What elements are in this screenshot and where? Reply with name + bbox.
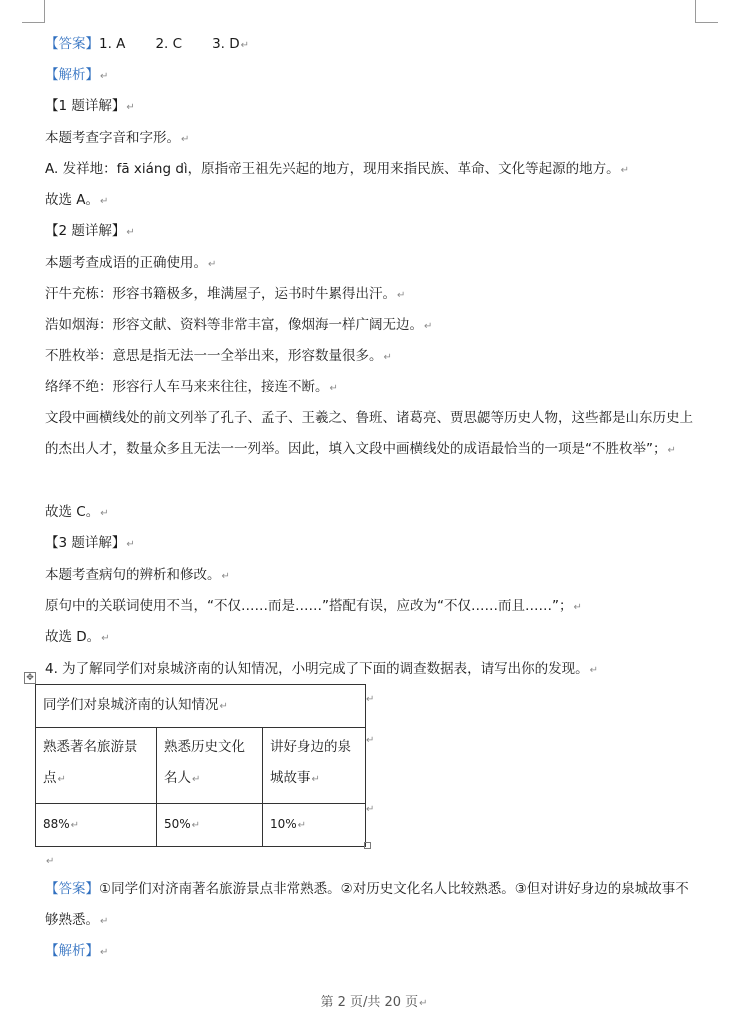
row-end-mark: ↵ [366, 804, 375, 815]
q1-intro: 本题考查字音和字形。↵ [45, 130, 190, 146]
q3-intro: 本题考查病句的辨析和修改。↵ [45, 567, 230, 583]
table-header-cell: 熟悉著名旅游景点↵ [36, 728, 157, 804]
answer-line: 【答案】1. A 2. C 3. D↵ [45, 36, 250, 52]
page-corner-mark [695, 0, 718, 23]
q4-question: 4. 为了解同学们对泉城济南的认知情况，小明完成了下面的调查数据表，请写出你的发现。↵ [45, 661, 599, 677]
q2-heading: 【2 题详解】↵ [45, 223, 135, 239]
q3-heading: 【3 题详解】↵ [45, 535, 135, 551]
q1-heading: 【1 题详解】↵ [45, 98, 135, 114]
page-corner-mark [22, 0, 45, 23]
row-end-mark: ↵ [366, 735, 375, 746]
table-resize-handle[interactable] [364, 842, 371, 849]
table-value-cell: 88%↵ [36, 804, 157, 847]
table-header-cell: 讲好身边的泉城故事↵ [263, 728, 366, 804]
analysis-tag: 【解析】↵ [45, 943, 109, 959]
q2-item: 浩如烟海：形容文献、资料等非常丰富，像烟海一样广阔无边。↵ [45, 317, 433, 333]
page-footer: 第 2 页/共 20 页↵ [320, 995, 428, 1010]
answer-text: 1. A 2. C 3. D [99, 36, 240, 52]
q2-item: 不胜枚举：意思是指无法一一全举出来，形容数量很多。↵ [45, 348, 392, 364]
empty-paragraph: ↵ [46, 856, 55, 867]
survey-table [35, 684, 366, 847]
q3-choice: 故选 D。↵ [45, 629, 110, 645]
q2-intro: 本题考查成语的正确使用。↵ [45, 255, 217, 271]
row-end-mark: ↵ [366, 694, 375, 705]
answer-tag: 【答案】 [45, 881, 99, 897]
table-header-cell: 熟悉历史文化名人↵ [157, 728, 263, 804]
q2-item: 汗牛充栋：形容书籍极多，堆满屋子，运书时牛累得出汗。↵ [45, 286, 406, 302]
q2-item: 络绎不绝：形容行人车马来来往往，接连不断。↵ [45, 379, 338, 395]
table-value-cell: 50%↵ [157, 804, 263, 847]
q2-choice: 故选 C。↵ [45, 504, 109, 520]
q2-explain: 文段中画横线处的前文列举了孔子、孟子、王羲之、鲁班、诸葛亮、贾思勰等历史人物，这些都是山东历史上的杰出人才，数量众多且无法一一列举。因此，填入文段中画横线处的成语最恰当的一项是“不胜枚举”；↵ [45, 410, 693, 457]
q4-answer: 【答案】①同学们对济南著名旅游景点非常熟悉。②对历史文化名人比较熟悉。③但对讲好身边的泉城故事不够熟悉。↵ [45, 881, 689, 928]
answer-tag: 【答案】 [45, 36, 99, 52]
table-value-cell: 10%↵ [263, 804, 366, 847]
q1-choice: 故选 A。↵ [45, 192, 109, 208]
table-title: 同学们对泉城济南的认知情况↵ [36, 685, 366, 728]
q3-explain: 原句中的关联词使用不当，“不仅……而是……”搭配有误，应改为“不仅……而且……”；↵ [45, 598, 582, 614]
q1-item: A. 发祥地：fā xiáng dì，原指帝王祖先兴起的地方，现用来指民族、革命、文化等起源的地方。↵ [45, 161, 630, 177]
table-move-handle-icon[interactable]: ✥ [24, 672, 36, 684]
analysis-tag: 【解析】↵ [45, 67, 109, 83]
answer-text: ①同学们对济南著名旅游景点非常熟悉。②对历史文化名人比较熟悉。③但对讲好身边的泉城故事不够熟悉。 [45, 881, 689, 928]
